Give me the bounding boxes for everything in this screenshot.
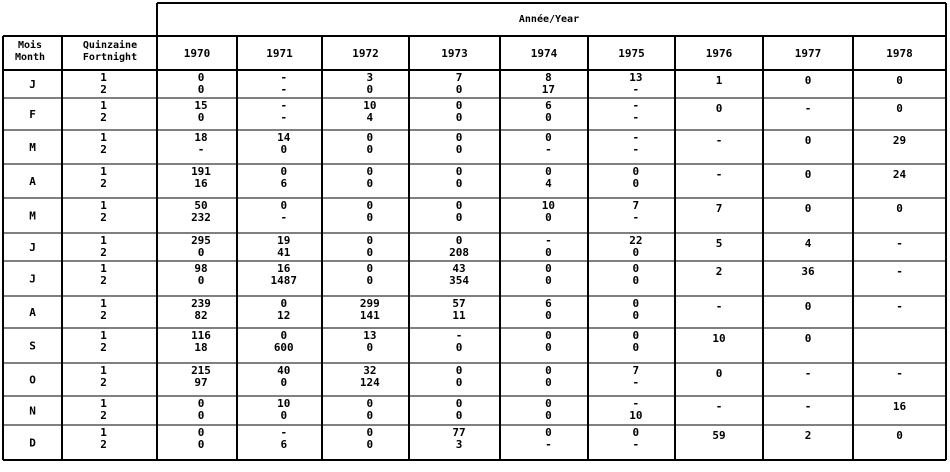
cell-value-f2: 0	[455, 143, 463, 156]
cell-value-f2: 0	[197, 438, 205, 451]
cell-value-f2: -	[545, 438, 552, 451]
cell-value-f2: 41	[277, 246, 291, 259]
cell-value-f2: 10	[629, 409, 643, 422]
cell-value-f2: -	[632, 438, 640, 451]
cell-value-f1: 16	[277, 262, 291, 275]
cell-value-f2: 0	[197, 274, 205, 287]
cell-value-f2: -	[545, 143, 552, 156]
fortnight-2-label: 2	[100, 274, 107, 287]
fortnight-2-label: 2	[100, 177, 107, 190]
cell-value-f1: 0	[455, 364, 463, 377]
cell-value-f2: 0	[366, 83, 374, 96]
cell-value-f2: 6	[280, 177, 288, 190]
cell-value: 36	[801, 265, 815, 278]
cell-value-f1: 50	[194, 199, 208, 212]
cell-value-f2: 0	[455, 211, 463, 224]
table-row	[29, 364, 903, 389]
table-row	[29, 329, 811, 354]
cell-value-f1: 0	[545, 397, 552, 410]
cell-value-f2: 0	[545, 111, 552, 124]
cell-value: 5	[715, 237, 723, 250]
cell-value-f2: 0	[366, 341, 374, 354]
cell-value-f2: 0	[366, 274, 374, 287]
cell-value: 0	[715, 102, 723, 115]
cell-value: 7	[715, 202, 723, 215]
cell-value-f1: 0	[632, 297, 640, 310]
table-row	[29, 199, 903, 224]
cell-value-f2: 97	[194, 376, 208, 389]
cell-value-f2: 0	[366, 211, 374, 224]
cell-value-f1: 0	[455, 99, 463, 112]
year-header-1978: 1978	[886, 47, 913, 60]
cell-value-f1: 0	[545, 262, 552, 275]
year-header-row	[184, 47, 913, 60]
cell-value: 16	[892, 400, 907, 413]
cell-value-f1: -	[545, 234, 552, 247]
cell-value: -	[804, 400, 812, 413]
cell-value-f2: 0	[197, 246, 205, 259]
cell-value-f2: 0	[545, 274, 552, 287]
cell-value-f1: 0	[366, 397, 374, 410]
cell-value-f1: 13	[363, 329, 377, 342]
cell-value-f2: 0	[197, 409, 205, 422]
cell-value: 0	[804, 332, 812, 345]
fortnight-2-label: 2	[100, 143, 107, 156]
cell-value-f2: 208	[449, 246, 469, 259]
fortnight-1-label: 1	[100, 71, 107, 84]
cell-value-f2: 0	[366, 143, 374, 156]
month-label: A	[29, 175, 36, 188]
cell-value-f2: 4	[545, 177, 552, 190]
cell-value: 0	[804, 134, 812, 147]
cell-value: 10	[712, 332, 726, 345]
fortnight-1-label: 1	[100, 99, 107, 112]
cell-value-f1: 0	[545, 165, 552, 178]
cell-value-f2: 600	[273, 341, 294, 354]
fortnight-1-label: 1	[100, 165, 107, 178]
fortnight-1-label: 1	[100, 397, 107, 410]
cell-value-f2: 0	[366, 246, 374, 259]
cell-value-f2: 0	[280, 409, 288, 422]
cell-value-f1: 0	[455, 234, 463, 247]
cell-value-f1: 22	[629, 234, 643, 247]
month-label: D	[29, 436, 36, 450]
cell-value: 0	[804, 300, 812, 313]
year-group-header: Année/Year	[518, 14, 580, 25]
cell-value: -	[896, 367, 903, 380]
cell-value-f2: 0	[545, 409, 552, 422]
table-row	[29, 426, 903, 451]
cell-value-f1: 0	[197, 71, 205, 84]
year-header-1971: 1971	[266, 47, 293, 60]
cell-value-f1: 0	[632, 165, 640, 178]
cell-value-f2: 0	[455, 341, 463, 354]
table-row	[29, 397, 906, 422]
cell-value-f1: 0	[455, 131, 463, 144]
cell-value: 0	[804, 202, 812, 215]
cell-value-f2: -	[197, 143, 205, 156]
table-grid-lines	[3, 3, 946, 460]
cell-value-f2: 82	[194, 309, 208, 322]
cell-value: -	[715, 134, 723, 147]
cell-value: 2	[804, 429, 812, 442]
cell-value: -	[715, 400, 723, 413]
fortnight-1-label: 1	[100, 364, 107, 377]
cell-value-f2: 0	[545, 341, 552, 354]
fortnight-1-label: 1	[100, 262, 107, 275]
cell-value-f1: -	[455, 329, 463, 342]
cell-value-f2: 141	[359, 309, 380, 322]
table-row	[29, 234, 903, 259]
cell-value-f1: 0	[197, 397, 205, 410]
month-label: J	[29, 272, 36, 286]
cell-value-f1: -	[632, 131, 640, 144]
month-label: M	[29, 141, 36, 154]
cell-value: 29	[892, 134, 907, 147]
cell-value: 24	[892, 168, 907, 181]
cell-value-f2: -	[632, 143, 640, 156]
cell-value-f1: 7	[632, 364, 640, 377]
month-header-fr: Mois	[17, 40, 43, 51]
year-header-1976: 1976	[705, 47, 733, 60]
cell-value-f1: 116	[191, 329, 211, 342]
year-header-1974: 1974	[530, 47, 558, 60]
month-label: S	[29, 339, 36, 353]
cell-value-f1: 0	[280, 199, 288, 212]
fortnight-1-label: 1	[100, 234, 107, 247]
cell-value-f1: 0	[366, 234, 374, 247]
cell-value-f2: -	[632, 376, 640, 389]
table-row	[29, 262, 903, 287]
month-label: A	[29, 306, 36, 319]
cell-value: -	[804, 102, 812, 115]
cell-value-f1: 0	[455, 397, 463, 410]
cell-value-f2: 0	[455, 409, 463, 422]
cell-value: -	[715, 168, 723, 181]
cell-value-f2: -	[280, 83, 288, 96]
cell-value-f1: 10	[541, 199, 556, 212]
fortnight-1-label: 1	[100, 199, 107, 212]
cell-value-f2: 0	[632, 246, 640, 259]
cell-value-f1: -	[280, 71, 288, 84]
cell-value-f2: 16	[194, 177, 208, 190]
year-header-1973: 1973	[441, 47, 468, 60]
cell-value-f1: -	[280, 99, 288, 112]
cell-value-f2: 11	[452, 309, 466, 322]
year-header-1977: 1977	[794, 47, 822, 60]
cell-value-f1: 98	[194, 262, 208, 275]
cell-value-f2: -	[280, 111, 288, 124]
month-label: J	[29, 78, 36, 91]
cell-value-f2: 0	[545, 376, 552, 389]
cell-value: 59	[712, 429, 726, 442]
fortnight-2-label: 2	[100, 211, 107, 224]
cell-value-f1: 191	[191, 165, 211, 178]
cell-value-f2: 0	[280, 143, 288, 156]
cell-value-f2: 124	[359, 376, 380, 389]
cell-value-f1: 3	[366, 71, 374, 84]
cell-value-f2: 3	[455, 438, 463, 451]
cell-value: 0	[896, 74, 903, 87]
cell-value-f2: 0	[455, 111, 463, 124]
fortnight-1-label: 1	[100, 297, 107, 310]
cell-value-f1: 0	[632, 426, 640, 439]
cell-value-f1: 0	[545, 426, 552, 439]
cell-value-f1: 32	[363, 364, 377, 377]
cell-value-f1: 8	[545, 71, 552, 84]
month-header-en: Month	[14, 52, 46, 63]
cell-value-f1: 0	[366, 199, 374, 212]
cell-value-f1: 0	[280, 297, 288, 310]
table-row	[29, 131, 906, 156]
cell-value: -	[804, 367, 812, 380]
cell-value-f2: -	[632, 83, 640, 96]
cell-value-f2: 0	[545, 246, 552, 259]
cell-value-f1: 0	[632, 329, 640, 342]
cell-value-f1: 0	[366, 426, 374, 439]
fortnight-2-label: 2	[100, 83, 107, 96]
cell-value-f2: 0	[632, 177, 640, 190]
year-header-1970: 1970	[183, 47, 211, 60]
cell-value: 0	[896, 102, 903, 115]
cell-value-f2: 0	[366, 409, 374, 422]
cell-value-f1: 0	[366, 262, 374, 275]
cell-value-f1: 0	[455, 199, 463, 212]
cell-value-f2: -	[632, 211, 640, 224]
cell-value: -	[715, 300, 723, 313]
cell-value: 0	[804, 74, 812, 87]
cell-value-f2: 1487	[270, 274, 297, 287]
cell-value-f2: 0	[197, 111, 205, 124]
cell-value-f1: 0	[632, 262, 640, 275]
cell-value-f2: 232	[191, 211, 211, 224]
month-label: F	[29, 108, 36, 121]
table-row	[29, 99, 903, 124]
cell-value-f1: 0	[197, 426, 205, 439]
cell-value-f2: 0	[632, 274, 640, 287]
year-header-1972: 1972	[352, 47, 379, 60]
cell-value-f1: 7	[455, 71, 463, 84]
cell-value-f1: 43	[452, 262, 466, 275]
cell-value-f1: 18	[194, 131, 208, 144]
cell-value-f1: 19	[277, 234, 291, 247]
cell-value-f2: 0	[545, 309, 552, 322]
table-row	[29, 297, 903, 322]
cell-value-f2: -	[280, 211, 288, 224]
cell-value-f1: 10	[277, 397, 291, 410]
cell-value-f1: 10	[363, 99, 377, 112]
cell-value-f1: 0	[545, 364, 552, 377]
cell-value: 0	[715, 367, 723, 380]
cell-value-f2: -	[632, 111, 640, 124]
cell-value-f1: 13	[629, 71, 643, 84]
cell-value-f1: 0	[455, 165, 463, 178]
cell-value-f1: 299	[359, 297, 380, 310]
cell-value-f1: -	[632, 397, 640, 410]
cell-value-f1: 239	[191, 297, 211, 310]
cell-value-f1: 0	[280, 165, 288, 178]
cell-value-f2: 0	[632, 341, 640, 354]
fortnight-header-en: Fortnight	[82, 52, 138, 63]
fortnight-1-label: 1	[100, 426, 107, 439]
cell-value-f2: 18	[194, 341, 208, 354]
cell-value-f1: 0	[366, 165, 374, 178]
cell-value-f1: -	[280, 426, 288, 439]
cell-value: -	[896, 237, 903, 250]
cell-value-f2: 0	[545, 211, 552, 224]
cell-value-f2: 354	[449, 274, 469, 287]
cell-value: 2	[715, 265, 723, 278]
cell-value-f2: 0	[197, 83, 205, 96]
cell-value-f2: 4	[366, 111, 374, 124]
cell-value-f1: 0	[280, 329, 288, 342]
fortnight-2-label: 2	[100, 438, 107, 451]
cell-value-f1: 0	[545, 329, 552, 342]
cell-value-f1: 40	[277, 364, 291, 377]
cell-value-f2: 0	[455, 376, 463, 389]
month-label: J	[29, 241, 36, 254]
table-row	[29, 165, 906, 190]
cell-value-f2: 0	[366, 438, 374, 451]
cell-value-f1: 15	[194, 99, 208, 112]
cell-value-f1: 6	[545, 99, 552, 112]
cell-value-f2: 0	[366, 177, 374, 190]
month-label: N	[29, 404, 36, 418]
cell-value-f1: 0	[366, 131, 374, 144]
cell-value: 0	[896, 429, 903, 442]
cell-value: 1	[715, 74, 723, 87]
table-row	[29, 71, 903, 96]
cell-value-f1: 6	[545, 297, 552, 310]
cell-value: -	[896, 265, 903, 278]
cell-value-f2: 0	[455, 83, 463, 96]
cell-value-f2: 0	[455, 177, 463, 190]
cell-value-f1: -	[632, 99, 640, 112]
cell-value-f1: 77	[452, 426, 466, 439]
cell-value-f2: 6	[280, 438, 288, 451]
cell-value-f1: 0	[545, 131, 552, 144]
cell-value: 0	[896, 202, 903, 215]
cell-value-f1: 14	[277, 131, 291, 144]
cell-value-f2: 17	[541, 83, 556, 96]
fortnight-1-label: 1	[100, 131, 107, 144]
year-header-1975: 1975	[618, 47, 645, 60]
month-label: M	[29, 209, 36, 223]
cell-value: 0	[804, 168, 812, 181]
cell-value-f2: 12	[277, 309, 291, 322]
cell-value-f1: 215	[191, 364, 211, 377]
fortnight-2-label: 2	[100, 111, 107, 124]
cell-value: 4	[804, 237, 812, 250]
cell-value: -	[896, 300, 903, 313]
cell-value-f1: 7	[632, 199, 640, 212]
fortnight-2-label: 2	[100, 376, 107, 389]
fortnight-2-label: 2	[100, 409, 107, 422]
fortnight-2-label: 2	[100, 246, 107, 259]
cell-value-f2: 0	[280, 376, 288, 389]
month-label: O	[29, 373, 36, 387]
fortnight-2-label: 2	[100, 309, 107, 322]
cell-value-f1: 295	[191, 234, 211, 247]
cell-value-f2: 0	[632, 309, 640, 322]
fortnight-2-label: 2	[100, 341, 107, 354]
fortnight-header-fr: Quinzaine	[82, 40, 138, 51]
cell-value-f1: 57	[452, 297, 466, 310]
fortnight-1-label: 1	[100, 329, 107, 342]
